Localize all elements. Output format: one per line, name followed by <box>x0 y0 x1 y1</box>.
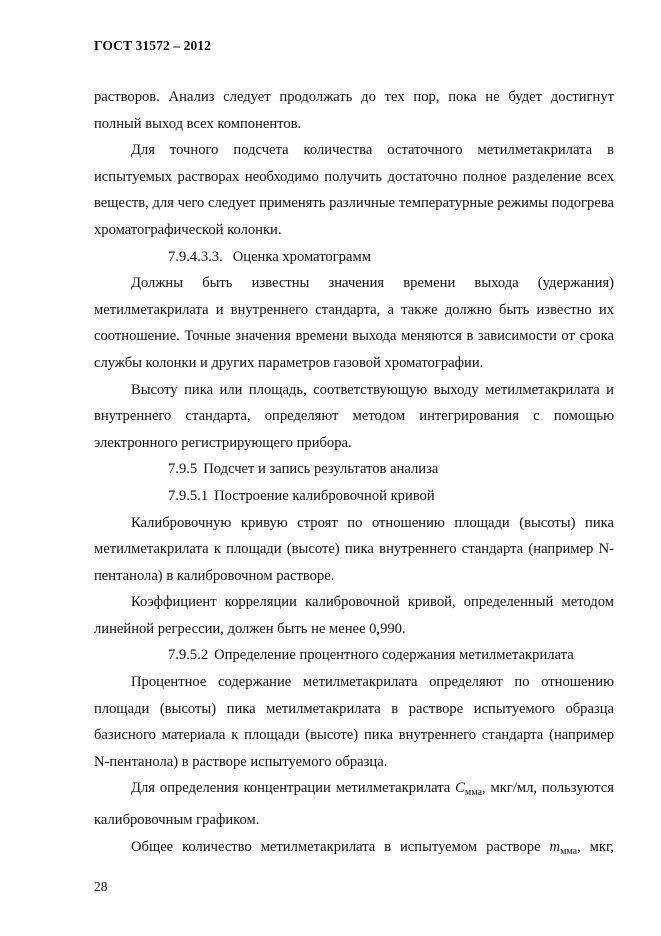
paragraph-peak-height: Высоту пика или площадь, соответствующую выходу метилметакрилата и внутреннего стандарта, определяют методом интегрирования с помощью электронного регистрирующего прибора. <box>94 381 614 451</box>
paragraph-continuation: растворов. Анализ следует продолжать до тех пор, пока не будет достигнут полный выход всех компонентов. <box>94 89 614 132</box>
paragraph-total-amount <box>94 834 614 866</box>
section-title: Оценка хроматограмм <box>232 248 371 265</box>
section-heading-7-9-5 <box>94 456 614 483</box>
section-number: 7.9.5.2 <box>168 647 209 664</box>
subscript-mma: мма <box>560 845 578 857</box>
section-heading-7-9-4-3-3 <box>94 244 614 271</box>
text-run: Общее количество метилметакрилата в испытуемом растворе <box>131 838 541 855</box>
subscript-mma: мма <box>464 787 482 799</box>
text-run: , мкг, <box>577 838 614 855</box>
section-title: Определение процентного содержания метилметакрилата <box>214 647 574 664</box>
section-title: Подсчет и запись результатов анализа <box>203 461 439 478</box>
page-number: 28 <box>94 879 108 894</box>
symbol-m: m <box>549 838 561 855</box>
document-body <box>94 84 614 865</box>
paragraph-concentration <box>94 775 614 833</box>
section-number: 7.9.5.1 <box>168 487 209 504</box>
paragraph-retention-time: Должны быть известны значения времени выхода (удержания) метилметакрилата и внутреннего стандарта, а также должно быть известно их соотношение. Точные значения времени выхода меняются в зависимости от срока службы колонки и других параметров газовой хроматографии. <box>94 275 614 371</box>
paragraph-percent-content: Процентное содержание метилметакрилата определяют по отношению площади (высоты) пика метилметакрилата в растворе испытуемого образца базисного материала к площади (высоте) пика внутреннего стандарта (например N-пентанола) в растворе испытуемого образца. <box>94 674 614 770</box>
paragraph-calibration-curve: Калибровочную кривую строят по отношению площади (высоты) пика метилметакрилата к площади (высоте) пика внутреннего стандарта (например N-пентанола) в калибровочном растворе. <box>94 514 614 584</box>
paragraph-separation: Для точного подсчета количества остаточного метилметакрилата в испытуемых растворах необходимо получить достаточно полное разделение всех веществ, для чего следует применять различные температурные режимы подогрева хроматографической колонки. <box>94 142 614 238</box>
paragraph-correlation: Коэффициент корреляции калибровочной кривой, определенный методом линейной регрессии, должен быть не менее 0,990. <box>94 594 614 637</box>
section-number: 7.9.4.3.3. <box>168 248 223 265</box>
text-run: Для определения концентрации метилметакрилата <box>131 780 451 797</box>
section-title: Построение калибровочной кривой <box>214 487 435 504</box>
document-header: ГОСТ 31572 – 2012 <box>94 38 211 53</box>
section-heading-7-9-5-2 <box>94 642 614 669</box>
symbol-c: C <box>455 780 465 797</box>
section-heading-7-9-5-1 <box>94 483 614 510</box>
section-number: 7.9.5 <box>168 461 198 478</box>
text-run: , мкг/мл, пользуются калибровочным графиком. <box>94 780 614 829</box>
